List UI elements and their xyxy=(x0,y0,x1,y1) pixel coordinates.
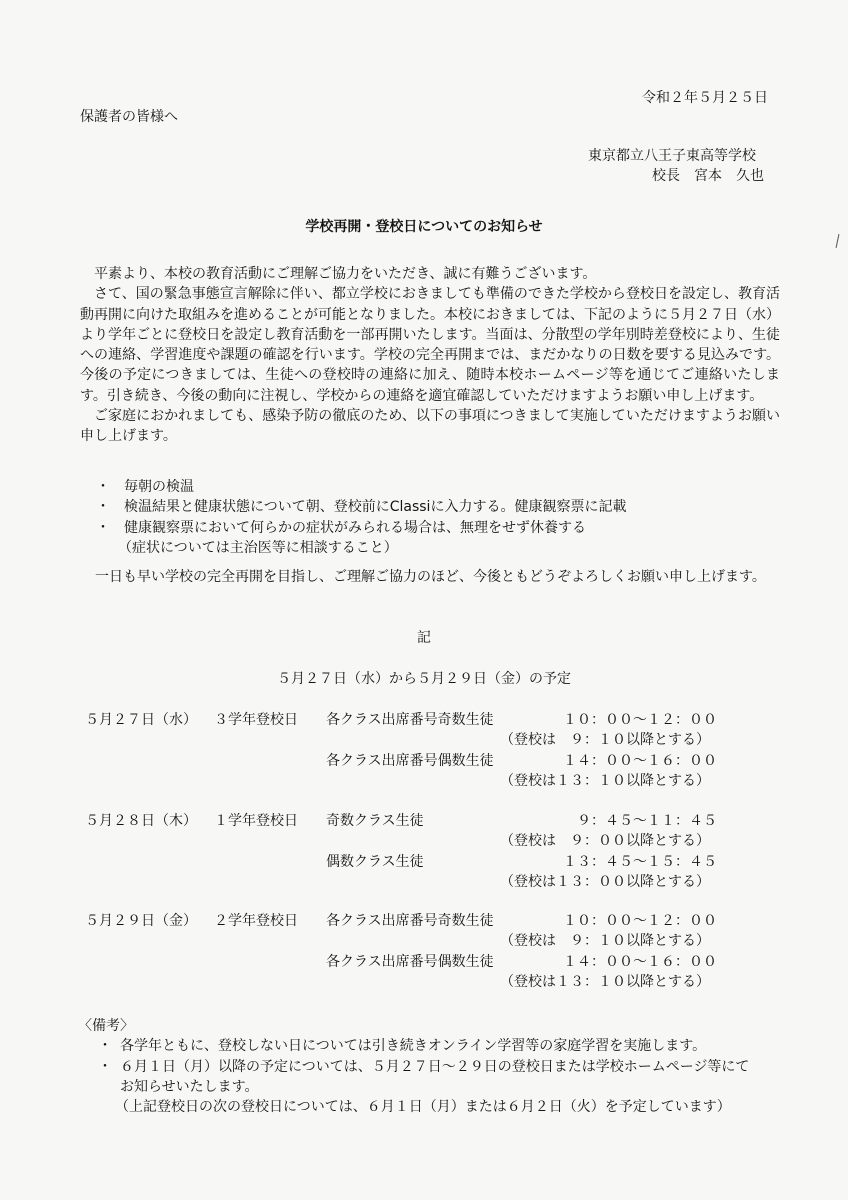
schedule-time: １４：００～１６：００ xyxy=(563,954,717,970)
schedule-time: １０：００～１２：００ xyxy=(563,712,717,728)
body-paragraph: ご家庭におかれましても、感染予防の徹底のため、以下の事項につきまして実施していただけますようお願い申し上げます。 xyxy=(80,408,780,445)
schedule-grade: ２学年登校日 xyxy=(214,913,298,929)
body-paragraph: 平素より、本校の教育活動にご理解ご協力をいただき、誠に有難うございます。 xyxy=(94,266,597,282)
list-item: ・ 各学年ともに、登校しない日については引き続きオンライン学習等の家庭学習を実施します。 xyxy=(78,1036,749,1056)
schedule-date: ５月２９日（金） xyxy=(85,913,197,929)
schedule-time: １３：４５～１５：４５ xyxy=(563,854,717,870)
schedule-arrival: （登校は１３：１０以降とする） xyxy=(500,974,710,990)
letter-body xyxy=(80,264,780,447)
schedule-arrival: （登校は ９：１０以降とする） xyxy=(500,933,710,949)
schedule-time: １４：００～１６：００ xyxy=(563,753,717,769)
schedule-arrival: （登校は ９：１０以降とする） xyxy=(500,732,710,748)
bullet-marker: ・ xyxy=(98,1038,112,1055)
list-item: ・ ６月１日（月）以降の予定については、５月２７日～２９日の登校日または学校ホームページ等にて xyxy=(78,1057,749,1077)
letter-date: 令和２年５月２５日 xyxy=(642,90,768,106)
schedule-group: 各クラス出席番号偶数生徒 xyxy=(326,954,494,970)
schedule-date: ５月２８日（木） xyxy=(85,813,197,829)
schedule-date: ５月２７日（水） xyxy=(85,712,197,728)
schedule-time: １０：００～１２：００ xyxy=(563,913,717,929)
bullet-marker: ・ xyxy=(98,1058,112,1075)
bullet-marker: ・ xyxy=(96,499,110,516)
schedule-arrival: （登校は１３：００以降とする） xyxy=(500,874,710,890)
schedule-title: ５月２７日（水）から５月２９日（金）の予定 xyxy=(277,671,571,687)
remarks-continuation: お知らせいたします。 xyxy=(120,1078,259,1095)
schedule-group: 各クラス出席番号偶数生徒 xyxy=(326,753,494,769)
ki-heading: 記 xyxy=(417,630,431,646)
schedule-grade: ３学年登校日 xyxy=(214,712,298,728)
schedule-group: 各クラス出席番号奇数生徒 xyxy=(326,712,494,728)
request-list xyxy=(96,477,626,558)
schedule-arrival: （登校は ９：００以降とする） xyxy=(500,833,710,849)
schedule-group: 奇数クラス生徒 xyxy=(326,813,424,829)
remarks-note: （上記登校日の次の登校日については、６月１日（月）または６月２日（火）を予定しています） xyxy=(115,1099,731,1116)
bullet-marker: ・ xyxy=(96,479,110,495)
body-paragraph: さて、国の緊急事態宣言解除に伴い、都立学校におきましても準備のできた学校から登校日を設定し、教育活動再開に向けた取組みを進めることが可能となりました。本校におきましては、下記のように５月２７日（水）より学年ごとに登校日を設定し教育活動を一部再開いたします。当面は、分散型の学年別時差登校により、生徒への連絡、学習進度や課題の確認を行います。学校の完全再開までは、まだかなりの日数を要する見込みです。今後の予定につきましては、生徒への登校時の連絡に加え、随時本校ホームページ等を通じてご連絡いたします。引き続き、今後の動向に注視し、学校からの連絡を適宜確認していただけますようお願い申し上げます。 xyxy=(80,286,780,404)
recipient: 保護者の皆様へ xyxy=(80,109,178,125)
list-item: ・ 検温結果と健康状態について朝、登校前にClassiに入力する。健康観察票に記載 xyxy=(96,497,626,517)
schedule-group: 各クラス出席番号奇数生徒 xyxy=(326,913,494,929)
schedule-group: 偶数クラス生徒 xyxy=(326,854,424,870)
bullet-note: （症状については主治医等に相談すること） xyxy=(118,539,398,556)
remarks xyxy=(78,1016,749,1117)
list-item: ・ 毎朝の検温 xyxy=(96,477,626,497)
schedule-grade: １学年登校日 xyxy=(214,813,298,829)
list-item: ・ 健康観察票において何らかの症状がみられる場合は、無理をせず休養する xyxy=(96,518,626,538)
page-title: 学校再開・登校日についてのお知らせ xyxy=(305,219,543,235)
principal-name: 校長 宮本 久也 xyxy=(652,168,764,184)
schedule-arrival: （登校は１３：１０以降とする） xyxy=(500,773,710,789)
school-name: 東京都立八王子東高等学校 xyxy=(588,148,756,164)
closing-text: 一日も早い学校の完全再開を目指し、ご理解ご協力のほど、今後ともどうぞよろしくお願い申し上げます。 xyxy=(95,569,766,585)
schedule-time: ９：４５～１１：４５ xyxy=(577,813,717,829)
bullet-marker: ・ xyxy=(96,519,110,536)
remarks-heading: 〈備考〉 xyxy=(78,1018,134,1034)
